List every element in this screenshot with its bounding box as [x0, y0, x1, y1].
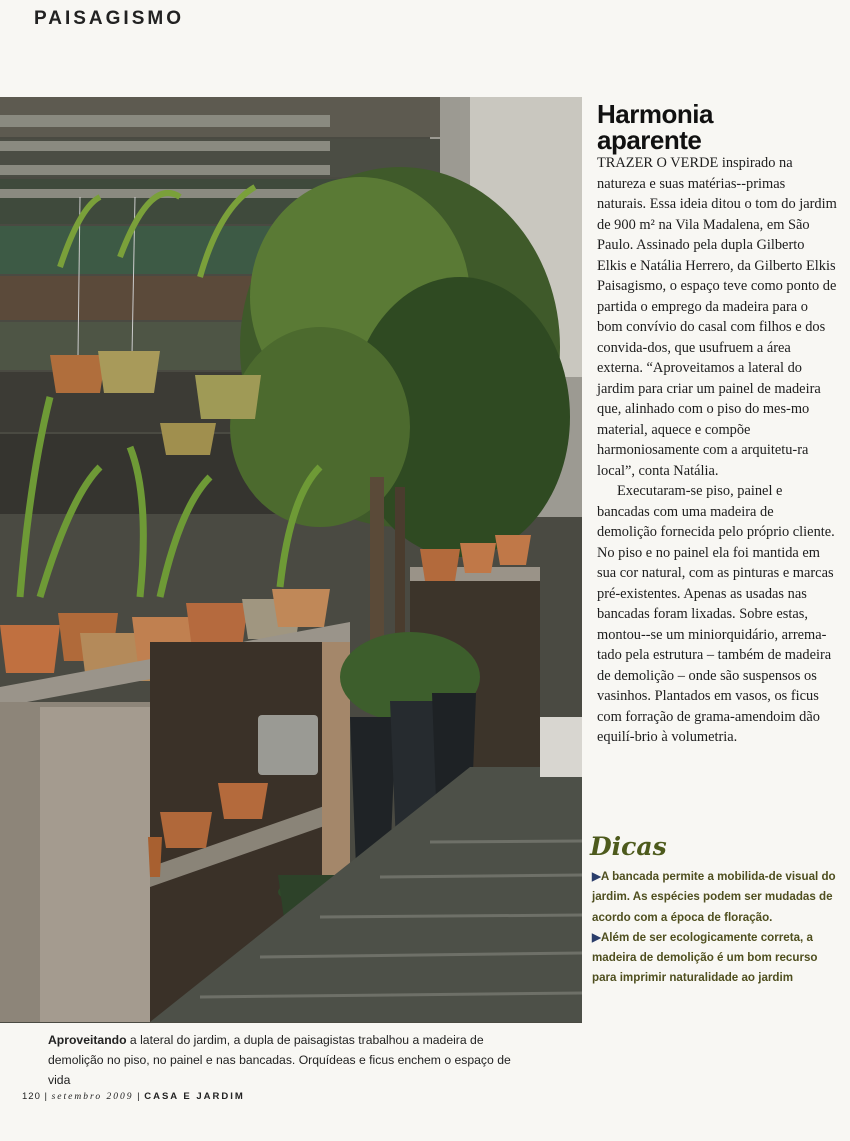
dicas-list: [592, 867, 837, 989]
triangle-right-icon: ▶: [592, 930, 601, 944]
footer-divider: |: [137, 1091, 145, 1102]
dica-text-2: Além de ser ecologicamente correta, a madeira de demolição é um bom recurso para imprimir naturalidade ao jardim: [592, 930, 818, 985]
headline-line-1: Harmonia: [597, 99, 713, 129]
magazine-name: CASA E JARDIM: [144, 1091, 245, 1102]
caption-text: a lateral do jardim, a dupla de paisagistas trabalhou a madeira de demolição no piso, no painel e nas bancadas. Orquídeas e ficus enchem o espaço de vida: [48, 1033, 511, 1087]
dica-text-1: A bancada permite a mobilida-de visual do jardim. As espécies podem ser mudadas de acordo com a época de floração.: [592, 870, 836, 924]
caption-lead: Aproveitando: [48, 1033, 127, 1047]
article-lead: TRAZER O VERDE: [597, 155, 719, 171]
photo-caption: [48, 1030, 518, 1090]
page-number: 120: [22, 1091, 41, 1102]
article-paragraph-1: [597, 153, 837, 481]
article-paragraph-2: Executaram-se piso, painel e bancadas com uma madeira de demolição fornecida pelo próprio cliente. No piso e no painel ela foi mantida em sua cor natural, com as pinturas e marcas pré-existentes. Apenas as usadas nas bancadas foram lixadas. Sobre estas, montou--se um miniorquidário, arrema-tado pela estrutura – também de madeira de demolição – onde são suspensos os vasinhos. Plantados em vasos, os ficus com forração de grama-amendoim dão equilí-brio à volumetria.: [597, 483, 835, 745]
article-body: [597, 153, 837, 748]
issue-date: setembro 2009: [51, 1092, 134, 1102]
headline-line-2: aparente: [597, 125, 702, 155]
garden-photo: [0, 97, 582, 1023]
headline: [597, 101, 837, 153]
dica-item-2: [592, 928, 837, 989]
dicas-title: Dicas: [590, 832, 667, 861]
triangle-right-icon: ▶: [592, 870, 601, 883]
section-label: PAISAGISMO: [34, 8, 184, 29]
article-paragraph-1-text: inspirado na natureza e suas matérias--primas naturais. Essa ideia ditou o tom do jardim de 900 m² na Vila Madalena, em São Paulo. Assinado pela dupla Gilberto Elkis e Natália Herrero, da Gilberto Elkis Paisagismo, o espaço teve como ponto de partida o emprego da madeira para o bom convívio do casal com filhos e dos convida-dos, que usufruem a área externa. “Aproveitamos a lateral do jardim para criar um painel de madeira que, alinhado com o piso do mes-mo material, aquece e compõe harmoniosamente com a arquitetu-ra local”, conta Natália.: [597, 155, 837, 479]
page-footer: [22, 1091, 245, 1102]
dica-item-1: [592, 867, 837, 928]
footer-divider: |: [44, 1091, 52, 1102]
